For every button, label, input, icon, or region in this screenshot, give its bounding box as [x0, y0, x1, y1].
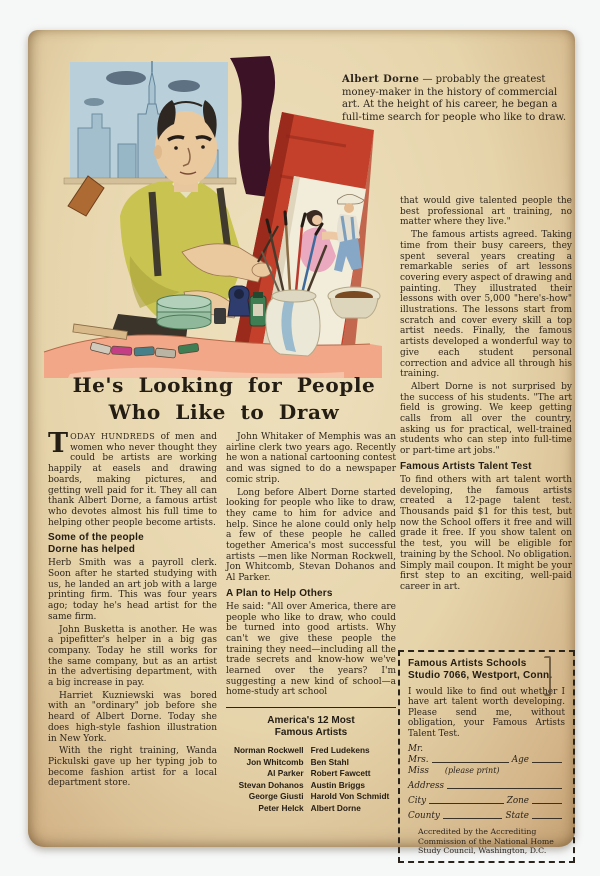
accreditation-note: Accredited by the Accrediting Commission of the National Home Study Council, Washington, D.C.: [418, 827, 554, 856]
paragraph: Albert Dorne is not surprised by the success of his students. "The art field is growing. We keep getting calls from all over the country, asking us for practical, well-trained students who can step into full-time or part-time art jobs.": [400, 381, 572, 457]
subhead-talent-test: Famous Artists Talent Test: [400, 460, 532, 472]
field-mrs-age: Mrs. Age: [408, 755, 565, 765]
age-blank: [532, 755, 562, 763]
address-blank: [447, 781, 562, 789]
paragraph: The famous artists agreed. Taking time from their busy careers, they spent several years creating a remarkable series of art lessons covering every aspect of drawing and painting. They illustrated their lessons with over 5,000 "here's-how" illustrations. The lessons start from scratch and cover every skill a top artist needs. Finally, the famous artists developed a wonderful way to give each student personal correction and advice all through his training.: [400, 230, 573, 380]
comic-back-cover-page: [28, 30, 575, 856]
column-right: [400, 194, 572, 593]
headline-line2: Who Like to Draw: [108, 400, 340, 424]
column-left: [48, 430, 217, 789]
subhead-plan-to-help: A Plan to Help Others: [226, 587, 333, 599]
artist-name: Robert Fawcett: [310, 768, 371, 779]
paragraph: Harriet Kuzniewski was bored with an "ordinary" job before she heard of Albert Dorne. Today she does high-style fashion illustration in New York.: [48, 690, 217, 744]
subhead-people-helped: Some of the people Dorne has helped: [48, 532, 144, 556]
caption-name: Albert Dorne: [342, 74, 420, 85]
headline-line1: He's Looking for People: [72, 373, 376, 397]
paragraph: To find others with art talent worth developing, the famous artists created a 12-page talent test. Thousands paid $1 for this test, but now the School offers it free and will grade it free. If you show talent on the test, you will be eligible for training by the School. No obligation. Simply mail coupon. It might be your first step to an exciting, well-paid career in art.: [400, 474, 572, 592]
field-miss: Miss (please print): [408, 766, 500, 777]
paragraph: John Busketta is another. He was a pipefitter's helper in a big gas company. Today he still works for the same company, but as an artist in the advertising department, with a big increase in pay.: [48, 624, 217, 689]
please-print-note: (please print): [444, 766, 500, 776]
paragraph: With the right training, Wanda Pickulski gave up her typing job to become fashion artist for a local department store.: [48, 746, 217, 789]
artists-list: [226, 745, 396, 813]
paragraph: [48, 428, 218, 528]
opening-small-caps: ODAY HUNDREDS: [70, 432, 156, 441]
coupon-title: Famous Artists Schools Studio 7066, Westport, Conn.: [408, 658, 553, 681]
field-mr: Mr.: [408, 744, 424, 755]
artist-name: Stevan Dohanos: [238, 779, 304, 790]
paragraph: that would give talented people the best professional art training, no matter where they live.": [400, 196, 572, 228]
photo-caption: [342, 74, 572, 124]
artist-name: Jon Whitcomb: [246, 756, 304, 767]
paragraph: Herb Smith was a payroll clerk. Soon after he started studying with us, he landed an art job with a large printing firm. This was four years ago; today he's head artist for the same firm.: [48, 558, 217, 622]
artist-name: Harold Von Schmidt: [310, 791, 390, 802]
famous-artists-box: [226, 707, 396, 813]
paragraph: John Whitaker of Memphis was an airline clerk two years ago. Recently he won a national cartooning contest and was signed to do a newspaper comic strip.: [226, 432, 396, 485]
field-county-state: County State: [408, 811, 565, 821]
coupon-body-text: I would like to find out whether I have art talent worth developing. Please send me, without obligation, your Famous Artists Talent Test.: [408, 687, 565, 739]
field-city-zone: City Zone: [408, 796, 565, 806]
staple: [544, 656, 551, 696]
headline: [56, 372, 392, 426]
city-blank: [429, 796, 504, 804]
artist-name: Norman Rockwell: [233, 745, 304, 756]
paragraph: He said: "All over America, there are people who like to draw, who could be turned into good artists. Why can't we give these people the training they need—including all the trade secrets and know-how we've learned over the years? I'm suggesting a new kind of school—a home-study art school: [226, 601, 396, 698]
artist-name: Al Parker: [267, 768, 304, 779]
column-middle: [226, 430, 396, 813]
dorne-illustration: [34, 56, 382, 378]
name-blank: [432, 755, 509, 763]
field-address: Address: [408, 781, 565, 791]
artist-name: Fred Ludekens: [310, 745, 370, 756]
artist-name: Ben Stahl: [310, 756, 349, 767]
caption-text: — probably the greatest money-maker in the history of commercial art. At the height of his career, he began a full-time search for people who like to draw.: [342, 74, 567, 123]
artist-name: Peter Helck: [258, 802, 304, 813]
paragraph: Long before Albert Dorne started looking for people who like to draw, they came to him for advice and help. Since he alone could only help a few of these people he called together America's most successful artists —men like Norman Rockwell, Jon Whitcomb, Stevan Dohanos and Al Parker.: [226, 487, 396, 584]
state-blank: [532, 811, 562, 819]
paragraph-text: of men and women who never thought they could be artists are working happily at easels and drawing boards, making pictures, and getting well paid for it. They all can thank Albert Dorne, a famous artist who devotes almost his full time to helping other people become artists.: [48, 432, 218, 528]
zone-blank: [532, 796, 562, 804]
artist-name: Albert Dorne: [310, 802, 361, 813]
drop-cap: T: [48, 428, 69, 459]
artist-name: Austin Briggs: [310, 779, 366, 790]
artists-box-title: America's 12 Most Famous Artists: [267, 715, 355, 739]
county-blank: [443, 811, 503, 819]
artist-name: George Giusti: [248, 791, 304, 802]
